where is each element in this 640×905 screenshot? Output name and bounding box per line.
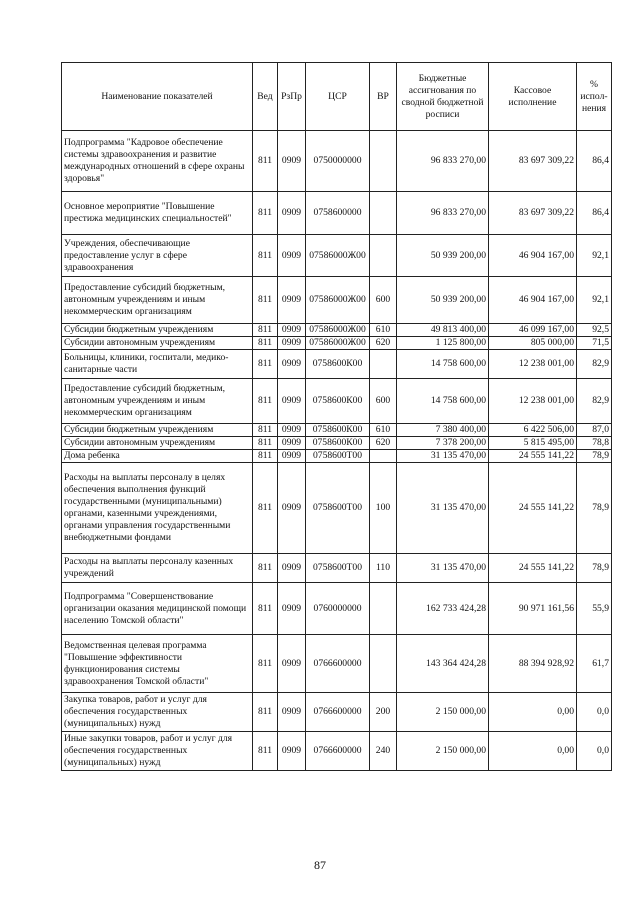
col-header-rzpr: РзПр xyxy=(278,63,306,131)
col-header-ved: Вед xyxy=(253,63,278,131)
cell-percent: 78,9 xyxy=(577,450,612,463)
cell-csr: 0758600К00 xyxy=(306,379,370,424)
cell-percent: 78,9 xyxy=(577,554,612,583)
cell-name: Иные закупки товаров, работ и услуг для обеспечения государственных (муниципальных) нужд xyxy=(62,732,253,771)
cell-ved: 811 xyxy=(253,131,278,192)
cell-cash: 83 697 309,22 xyxy=(489,192,577,235)
table-row xyxy=(62,350,612,379)
cell-csr: 0758600Т00 xyxy=(306,463,370,554)
cell-csr: 0758600К00 xyxy=(306,437,370,450)
cell-cash: 24 555 141,22 xyxy=(489,554,577,583)
cell-ved: 811 xyxy=(253,337,278,350)
cell-vr: 620 xyxy=(370,437,397,450)
cell-budget: 49 813 400,00 xyxy=(397,324,489,337)
cell-cash: 46 904 167,00 xyxy=(489,235,577,277)
cell-percent: 0,0 xyxy=(577,732,612,771)
col-header-name: Наименование показателей xyxy=(62,63,253,131)
cell-percent: 71,5 xyxy=(577,337,612,350)
cell-csr: 07586000Ж00 xyxy=(306,337,370,350)
cell-csr: 07586000Ж00 xyxy=(306,277,370,324)
cell-budget: 50 939 200,00 xyxy=(397,277,489,324)
cell-percent: 87,0 xyxy=(577,424,612,437)
cell-budget: 50 939 200,00 xyxy=(397,235,489,277)
cell-budget: 96 833 270,00 xyxy=(397,131,489,192)
cell-vr xyxy=(370,583,397,635)
cell-name: Учреждения, обеспечивающие предоставление услуг в сфере здравоохранения xyxy=(62,235,253,277)
cell-budget: 31 135 470,00 xyxy=(397,450,489,463)
cell-rzpr: 0909 xyxy=(278,235,306,277)
cell-budget: 1 125 800,00 xyxy=(397,337,489,350)
cell-budget: 31 135 470,00 xyxy=(397,554,489,583)
cell-vr xyxy=(370,350,397,379)
cell-cash: 90 971 161,56 xyxy=(489,583,577,635)
cell-budget: 7 380 400,00 xyxy=(397,424,489,437)
cell-rzpr: 0909 xyxy=(278,463,306,554)
cell-rzpr: 0909 xyxy=(278,635,306,693)
cell-name: Закупка товаров, работ и услуг для обеспечения государственных (муниципальных) нужд xyxy=(62,693,253,732)
table-row xyxy=(62,324,612,337)
cell-cash: 0,00 xyxy=(489,693,577,732)
cell-ved: 811 xyxy=(253,379,278,424)
cell-vr: 240 xyxy=(370,732,397,771)
cell-vr: 100 xyxy=(370,463,397,554)
cell-name: Предоставление субсидий бюджетным, автономным учреждениям и иным некоммерческим организациям xyxy=(62,379,253,424)
cell-budget: 96 833 270,00 xyxy=(397,192,489,235)
cell-ved: 811 xyxy=(253,235,278,277)
page-number: 87 xyxy=(314,858,326,872)
cell-cash: 5 815 495,00 xyxy=(489,437,577,450)
cell-rzpr: 0909 xyxy=(278,424,306,437)
cell-name: Субсидии бюджетным учреждениям xyxy=(62,424,253,437)
cell-cash: 46 099 167,00 xyxy=(489,324,577,337)
cell-budget: 31 135 470,00 xyxy=(397,463,489,554)
cell-budget: 2 150 000,00 xyxy=(397,693,489,732)
cell-percent: 86,4 xyxy=(577,192,612,235)
cell-rzpr: 0909 xyxy=(278,732,306,771)
table-row xyxy=(62,424,612,437)
cell-budget: 2 150 000,00 xyxy=(397,732,489,771)
cell-ved: 811 xyxy=(253,350,278,379)
cell-percent: 78,9 xyxy=(577,463,612,554)
cell-vr: 600 xyxy=(370,379,397,424)
col-header-budget: Бюджетные ассигнования по сводной бюджетной росписи xyxy=(397,63,489,131)
cell-rzpr: 0909 xyxy=(278,554,306,583)
cell-csr: 0758600К00 xyxy=(306,424,370,437)
cell-ved: 811 xyxy=(253,424,278,437)
cell-budget: 143 364 424,28 xyxy=(397,635,489,693)
cell-percent: 82,9 xyxy=(577,350,612,379)
cell-csr: 07586000Ж00 xyxy=(306,235,370,277)
cell-vr: 200 xyxy=(370,693,397,732)
cell-budget: 162 733 424,28 xyxy=(397,583,489,635)
table-row xyxy=(62,192,612,235)
cell-ved: 811 xyxy=(253,437,278,450)
cell-name: Основное мероприятие "Повышение престижа медицинских специальностей" xyxy=(62,192,253,235)
cell-csr: 0766600000 xyxy=(306,635,370,693)
cell-cash: 24 555 141,22 xyxy=(489,450,577,463)
cell-vr: 110 xyxy=(370,554,397,583)
cell-csr: 0760000000 xyxy=(306,583,370,635)
cell-name: Подпрограмма "Совершенствование организации оказания медицинской помощи населению Томской области" xyxy=(62,583,253,635)
cell-name: Расходы на выплаты персоналу казенных учреждений xyxy=(62,554,253,583)
table-row xyxy=(62,337,612,350)
cell-ved: 811 xyxy=(253,554,278,583)
cell-name: Предоставление субсидий бюджетным, автономным учреждениям и иным некоммерческим организациям xyxy=(62,277,253,324)
cell-csr: 07586000Ж00 xyxy=(306,324,370,337)
cell-rzpr: 0909 xyxy=(278,131,306,192)
cell-csr: 0758600000 xyxy=(306,192,370,235)
cell-name: Дома ребенка xyxy=(62,450,253,463)
cell-name: Субсидии автономным учреждениям xyxy=(62,337,253,350)
table-row xyxy=(62,131,612,192)
col-header-vr: ВР xyxy=(370,63,397,131)
cell-ved: 811 xyxy=(253,583,278,635)
cell-percent: 78,8 xyxy=(577,437,612,450)
cell-budget: 7 378 200,00 xyxy=(397,437,489,450)
col-header-percent: % испол-нения xyxy=(577,63,612,131)
cell-percent: 92,5 xyxy=(577,324,612,337)
cell-cash: 24 555 141,22 xyxy=(489,463,577,554)
cell-ved: 811 xyxy=(253,277,278,324)
cell-vr: 610 xyxy=(370,424,397,437)
cell-name: Расходы на выплаты персоналу в целях обеспечения выполнения функций государственными (муниципальными) органами, казенными учреждениями, органами управления государственными внебюджетными фондами xyxy=(62,463,253,554)
cell-rzpr: 0909 xyxy=(278,277,306,324)
cell-name: Ведомственная целевая программа "Повышение эффективности функционирования системы здравоохранения Томской области" xyxy=(62,635,253,693)
table-header-row xyxy=(62,63,612,131)
cell-percent: 92,1 xyxy=(577,235,612,277)
cell-rzpr: 0909 xyxy=(278,450,306,463)
cell-percent: 82,9 xyxy=(577,379,612,424)
cell-ved: 811 xyxy=(253,635,278,693)
cell-rzpr: 0909 xyxy=(278,337,306,350)
cell-vr: 610 xyxy=(370,324,397,337)
cell-cash: 12 238 001,00 xyxy=(489,379,577,424)
cell-name: Больницы, клиники, госпитали, медико-санитарные части xyxy=(62,350,253,379)
cell-csr: 0758600Т00 xyxy=(306,450,370,463)
cell-cash: 83 697 309,22 xyxy=(489,131,577,192)
cell-rzpr: 0909 xyxy=(278,583,306,635)
cell-percent: 55,9 xyxy=(577,583,612,635)
cell-name: Подпрограмма "Кадровое обеспечение системы здравоохранения и развитие международных отношений в сфере охраны здоровья" xyxy=(62,131,253,192)
cell-vr: 600 xyxy=(370,277,397,324)
table-row xyxy=(62,635,612,693)
cell-cash: 12 238 001,00 xyxy=(489,350,577,379)
cell-name: Субсидии бюджетным учреждениям xyxy=(62,324,253,337)
cell-ved: 811 xyxy=(253,463,278,554)
table-row xyxy=(62,463,612,554)
table-row xyxy=(62,450,612,463)
cell-vr xyxy=(370,192,397,235)
table-row xyxy=(62,277,612,324)
cell-budget: 14 758 600,00 xyxy=(397,350,489,379)
cell-vr: 620 xyxy=(370,337,397,350)
cell-vr xyxy=(370,235,397,277)
cell-budget: 14 758 600,00 xyxy=(397,379,489,424)
col-header-cash: Кассовое исполнение xyxy=(489,63,577,131)
cell-ved: 811 xyxy=(253,732,278,771)
cell-cash: 46 904 167,00 xyxy=(489,277,577,324)
cell-csr: 0758600К00 xyxy=(306,350,370,379)
cell-cash: 6 422 506,00 xyxy=(489,424,577,437)
cell-ved: 811 xyxy=(253,192,278,235)
budget-execution-table xyxy=(61,62,612,771)
cell-csr: 0766600000 xyxy=(306,732,370,771)
cell-rzpr: 0909 xyxy=(278,350,306,379)
cell-cash: 0,00 xyxy=(489,732,577,771)
table-row xyxy=(62,437,612,450)
cell-rzpr: 0909 xyxy=(278,324,306,337)
cell-name: Субсидии автономным учреждениям xyxy=(62,437,253,450)
cell-percent: 61,7 xyxy=(577,635,612,693)
cell-vr xyxy=(370,635,397,693)
table-row xyxy=(62,554,612,583)
cell-percent: 0,0 xyxy=(577,693,612,732)
table-row xyxy=(62,379,612,424)
cell-rzpr: 0909 xyxy=(278,379,306,424)
col-header-csr: ЦСР xyxy=(306,63,370,131)
cell-vr xyxy=(370,131,397,192)
cell-csr: 0766600000 xyxy=(306,693,370,732)
cell-ved: 811 xyxy=(253,324,278,337)
cell-rzpr: 0909 xyxy=(278,693,306,732)
cell-csr: 0750000000 xyxy=(306,131,370,192)
table-row xyxy=(62,235,612,277)
cell-percent: 92,1 xyxy=(577,277,612,324)
cell-percent: 86,4 xyxy=(577,131,612,192)
cell-csr: 0758600Т00 xyxy=(306,554,370,583)
cell-cash: 805 000,00 xyxy=(489,337,577,350)
cell-vr xyxy=(370,450,397,463)
table-row xyxy=(62,732,612,771)
cell-ved: 811 xyxy=(253,693,278,732)
cell-ved: 811 xyxy=(253,450,278,463)
table-row xyxy=(62,583,612,635)
cell-cash: 88 394 928,92 xyxy=(489,635,577,693)
table-row xyxy=(62,693,612,732)
cell-rzpr: 0909 xyxy=(278,192,306,235)
cell-rzpr: 0909 xyxy=(278,437,306,450)
